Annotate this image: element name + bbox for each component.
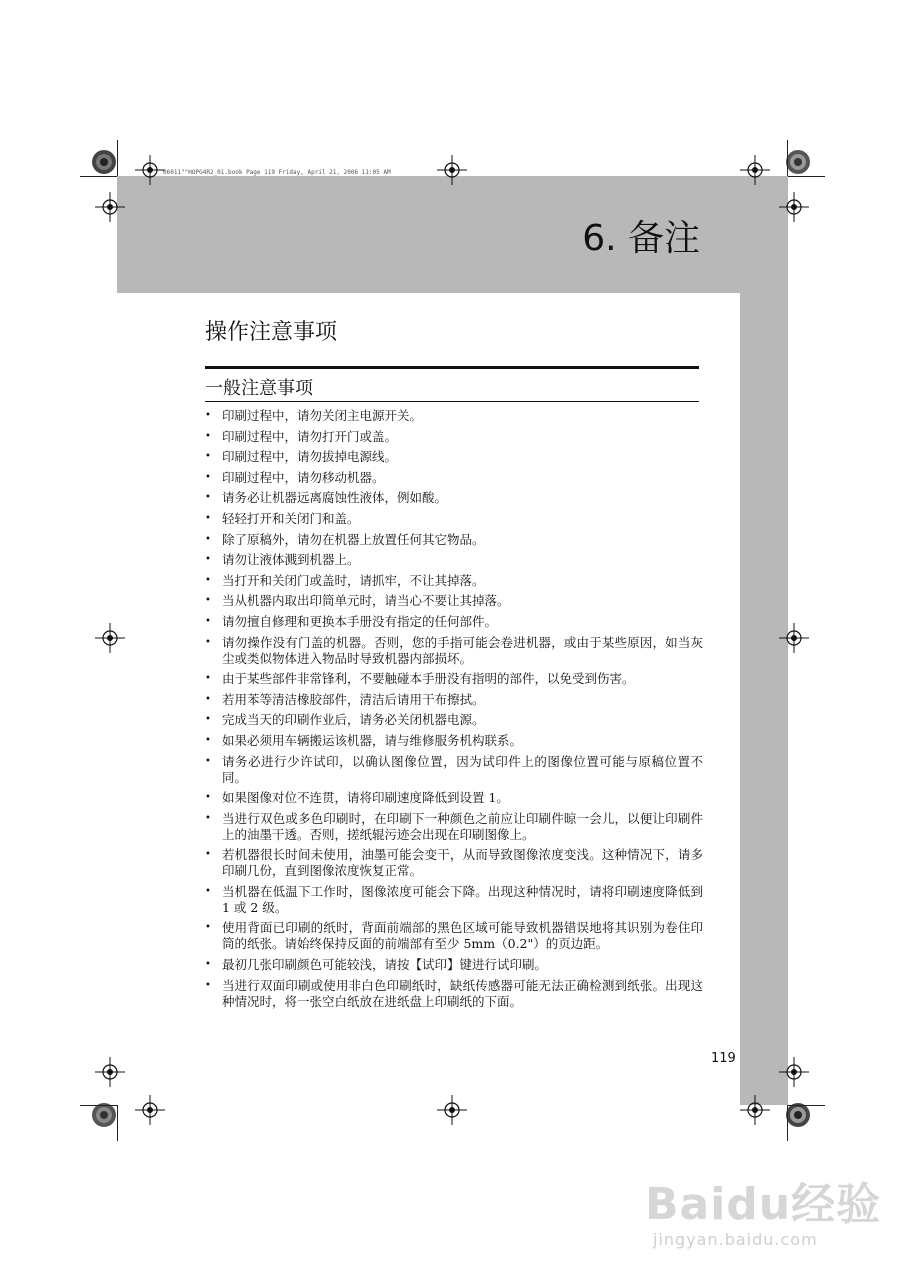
bullet-icon: • (205, 922, 211, 934)
note-text: 印刷过程中，请勿移动机器。 (222, 469, 385, 485)
note-item (205, 754, 703, 786)
bullet-icon: • (205, 554, 211, 566)
bullet-icon: • (205, 615, 211, 627)
bullet-icon: • (205, 734, 211, 746)
note-item (205, 920, 703, 952)
book-slug-line: 06011""HOPG4R2_01.book Page 119 Friday, April 21, 2006 11:05 AM (163, 169, 391, 176)
note-text: 当进行双面印刷或使用非白色印刷纸时，缺纸传感器可能无法正确检测到纸张。出现这种情况时，将一张空白纸放在进纸盘上印刷纸的下面。 (222, 977, 703, 1009)
bullet-icon: • (205, 512, 211, 524)
note-item (205, 552, 703, 568)
note-text: 完成当天的印刷作业后，请务必关闭机器电源。 (222, 712, 485, 728)
crop-mark (117, 140, 118, 176)
registration-mark-icon (779, 1057, 809, 1087)
note-text: 当机器在低温下工作时，图像浓度可能会下降。出现这种情况时，请将印刷速度降低到 1 或 2 级。 (222, 883, 703, 915)
baidu-jingyan-watermark (645, 1140, 882, 1270)
note-item (205, 957, 703, 973)
note-text: 印刷过程中，请勿关闭主电源开关。 (222, 408, 423, 423)
note-text: 请勿让液体溅到机器上。 (222, 552, 360, 568)
note-item (205, 429, 703, 445)
note-text: 除了原稿外，请勿在机器上放置任何其它物品。 (222, 531, 485, 547)
bullet-icon: • (205, 959, 211, 971)
note-item (205, 449, 703, 465)
note-text: 请勿操作没有门盖的机器。否则，您的手指可能会卷进机器，或由于某些原因，如当灰尘或类似物体进入物品时导致机器内部损坏。 (222, 634, 703, 666)
subsection-title: 一般注意事项 (205, 378, 313, 399)
section-rule (205, 366, 699, 369)
note-item (205, 490, 703, 506)
note-text: 使用背面已印刷的纸时，背面前端部的黑色区域可能导致机器错误地将其识别为卷住印筒的纸张。请始终保持反面的前端部有至少 5mm（0.2"）的页边距。 (222, 920, 703, 952)
bullet-icon: • (205, 812, 211, 824)
note-text: 当打开和关闭门或盖时，请抓牢，不让其掉落。 (222, 572, 485, 588)
note-item (205, 635, 703, 667)
note-item (205, 978, 703, 1010)
registration-mark-icon (740, 155, 770, 185)
bullet-icon: • (205, 885, 211, 897)
registration-mark-icon (437, 155, 467, 185)
note-item (205, 511, 703, 527)
subsection-rule (205, 401, 699, 402)
color-target-icon (91, 149, 117, 175)
bullet-icon: • (205, 714, 211, 726)
note-text: 请务必让机器远离腐蚀性液体，例如酸。 (222, 490, 448, 506)
bullet-icon: • (205, 849, 211, 861)
bullet-icon: • (205, 693, 211, 705)
note-item (205, 671, 703, 687)
note-item (205, 847, 703, 879)
note-item (205, 614, 703, 630)
note-text: 若用苯等清洁橡胶部件，清洁后请用干布擦拭。 (222, 691, 485, 707)
note-item (205, 790, 703, 806)
bullet-icon: • (205, 471, 211, 483)
bullet-icon: • (205, 574, 211, 586)
bullet-icon: • (205, 595, 211, 607)
bullet-icon: • (205, 430, 211, 442)
bullet-icon: • (205, 533, 211, 545)
note-text: 当进行双色或多色印刷时，在印刷下一种颜色之前应让印刷件晾一会儿，以便让印刷件上的油墨干透。否则，搓纸辊污迹会出现在印刷图像上。 (222, 810, 703, 842)
note-text: 由于某些部件非常锋利，不要触碰本手册没有指明的部件，以免受到伤害。 (222, 671, 635, 687)
note-item (205, 733, 703, 749)
crop-mark (787, 1105, 788, 1141)
note-text: 印刷过程中，请勿拔掉电源线。 (222, 449, 398, 465)
crop-mark (80, 1105, 117, 1106)
note-text: 最初几张印刷颜色可能较浅，请按【试印】键进行试印刷。 (222, 957, 548, 973)
chapter-title: 6. 备注 (582, 218, 700, 259)
crop-mark (80, 176, 117, 177)
bullet-icon: • (205, 451, 211, 463)
note-item (205, 573, 703, 589)
note-item (205, 712, 703, 728)
note-item (205, 470, 703, 486)
crop-mark (787, 140, 788, 176)
notes-list (205, 408, 703, 1014)
note-item (205, 884, 703, 916)
crop-mark (788, 1105, 825, 1106)
note-text: 如果必须用车辆搬运该机器，请与维修服务机构联系。 (222, 732, 523, 748)
registration-mark-icon (437, 1095, 467, 1125)
bullet-icon: • (205, 755, 211, 767)
color-target-icon (785, 149, 811, 175)
note-item (205, 593, 703, 609)
crop-mark (117, 1105, 118, 1141)
note-item (205, 811, 703, 843)
note-text: 如果图像对位不连贯，请将印刷速度降低到设置 1。 (222, 790, 509, 806)
crop-mark (788, 176, 825, 177)
bullet-icon: • (205, 492, 211, 504)
note-text: 请勿擅自修理和更换本手册没有指定的任何部件。 (222, 613, 498, 629)
note-text: 轻轻打开和关闭门和盖。 (222, 510, 360, 526)
watermark-logo: Baidu经验 (645, 1179, 882, 1230)
page-number: 119 (711, 1051, 736, 1066)
note-text: 若机器很长时间未使用，油墨可能会变干，从而导致图像浓度变浅。这种情况下，请多印刷几份，直到图像浓度恢复正常。 (222, 847, 703, 879)
chapter-side-tab (740, 293, 788, 1105)
watermark-url: jingyan.baidu.com (653, 1230, 818, 1249)
section-title: 操作注意事项 (205, 320, 338, 345)
note-item (205, 692, 703, 708)
bullet-icon: • (205, 410, 211, 421)
bullet-icon: • (205, 636, 211, 648)
bullet-icon: • (205, 673, 211, 685)
note-item (205, 408, 703, 424)
note-text: 印刷过程中，请勿打开门或盖。 (222, 428, 398, 444)
registration-mark-icon (135, 1095, 165, 1125)
registration-mark-icon (95, 1057, 125, 1087)
note-text: 请务必进行少许试印，以确认图像位置，因为试印件上的图像位置可能与原稿位置不同。 (222, 753, 703, 785)
registration-mark-icon (779, 192, 809, 222)
registration-mark-icon (95, 192, 125, 222)
note-item (205, 532, 703, 548)
note-text: 当从机器内取出印筒单元时，请当心不要让其掉落。 (222, 593, 510, 609)
bullet-icon: • (205, 979, 211, 991)
registration-mark-icon (740, 1095, 770, 1125)
registration-mark-icon (779, 623, 809, 653)
registration-mark-icon (135, 155, 165, 185)
bullet-icon: • (205, 792, 211, 804)
registration-mark-icon (95, 623, 125, 653)
